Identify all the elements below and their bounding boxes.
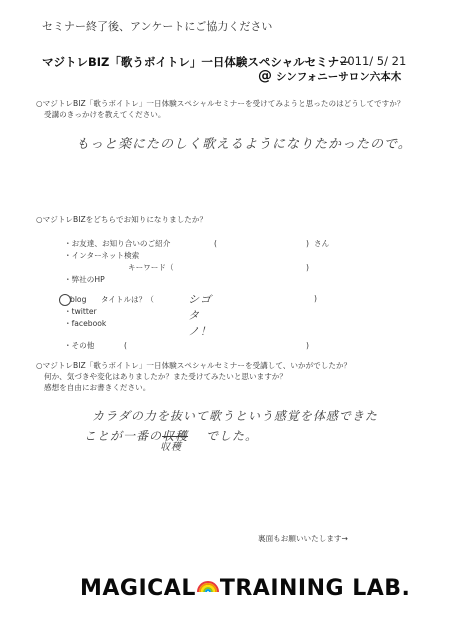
question-3-line3: 感想を自由にお書きください。 [44,383,151,392]
answer-3-line1: カラダの力を抜いて歌うという感覚を体感できた [92,409,378,423]
logo-text-left: MAGICAL [80,576,196,601]
rainbow-icon [197,579,219,593]
seminar-date: 2011/ 5/ 21 [340,54,407,68]
question-1 [36,98,404,120]
friend-san: さん [314,239,330,248]
friend-paren-close: ) [306,239,309,248]
page-title: マジトレBIZ「歌うボイトレ」一日体験スペシャルセミナー [42,55,351,69]
blog-title-answer: シゴタノ！ [188,293,212,338]
blog-paren-close: ) [314,294,317,303]
friend-paren-open: ( [214,239,217,248]
option-keyword [64,262,309,274]
option-friend-label: ・お友達、お知り合いのご紹介 [64,239,171,248]
question-2-options [64,238,330,286]
answer-3-pre: ことが一番の [84,429,163,443]
answer-3-correction: 収穫 [160,442,182,453]
venue [258,68,401,84]
keyword-label: キーワード（ [128,263,174,272]
answer-1: もっと楽にたのしく歌えるようになりたかったので。 [76,137,412,152]
option-twitter: ・twitter [64,307,97,316]
at-symbol: @ [258,68,272,84]
blog-title-label: タイトルは？（ [100,295,154,304]
other-paren-open: ( [124,341,127,350]
question-1-line2: 受講のきっかけを教えてください。 [44,110,166,119]
option-other [64,340,324,352]
question-3-line2: 何か、気づきや変化はありましたか？また受けてみたいと思いますか？ [44,372,287,381]
logo-text-right: TRAINING LAB. [219,576,411,601]
question-3 [36,360,351,393]
keyword-paren-close: ) [306,263,309,272]
brand-logo [80,576,410,601]
venue-name: シンフォニーサロン六本木 [276,71,402,83]
option-homepage-label: ・弊社のHP [64,275,105,284]
option-facebook: ・facebook [64,319,107,328]
other-paren-close: ) [306,341,309,350]
option-social [64,306,106,330]
option-blog-label: blog [70,295,87,304]
question-3-line1: ○マジトレBIZ「歌うボイトレ」一日体験スペシャルセミナーを受講して、いかがでしたか？ [36,361,352,370]
question-2: ○マジトレBIZをどちらでお知りになりましたか？ [36,215,208,224]
header-note: セミナー終了後、アンケートにご協力ください [42,20,273,33]
option-friend [64,238,330,250]
option-search-label: ・インターネット検索 [64,251,140,260]
answer-3-struck: 収穫 [162,429,189,443]
selected-circle-mark [59,294,71,306]
option-homepage [64,274,170,286]
question-1-line1: ○マジトレBIZ「歌うボイトレ」一日体験スペシャルセミナーを受けてみようと思ったのはどうしてですか？ [36,99,405,108]
option-search [64,250,170,262]
option-other-label: ・その他 [64,341,95,350]
answer-3-post: でした。 [206,429,259,443]
back-page-note: 裏面もお願いいたします→ [258,534,348,543]
